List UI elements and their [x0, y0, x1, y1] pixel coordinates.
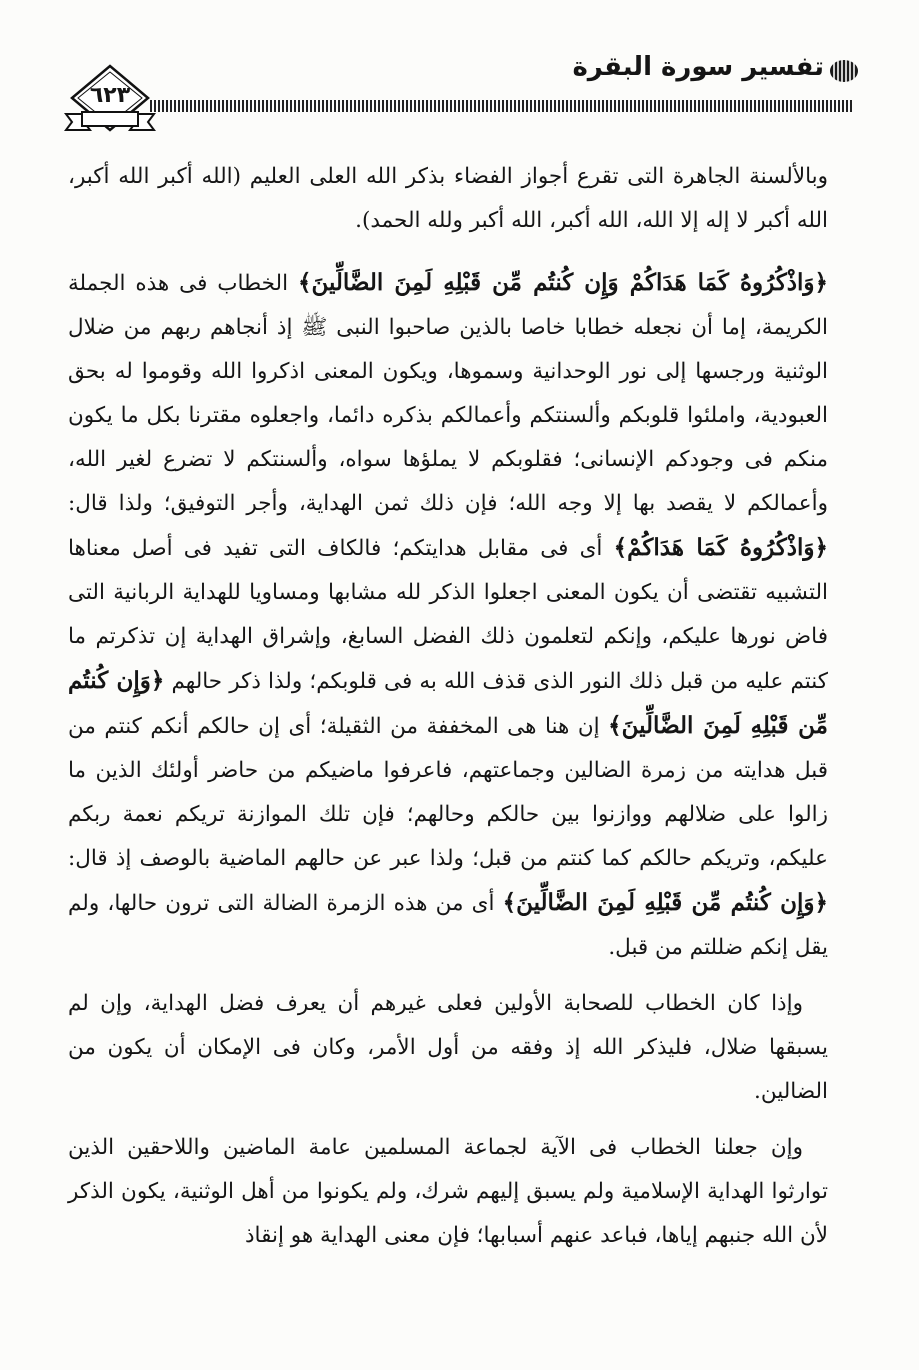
paragraph-4: وإن جعلنا الخطاب فى الآية لجماعة المسلمين عامة الماضين واللاحقين الذين توارثوا الهداية الإسلامية ولم يسبق إليهم شرك، ولم يكونوا من أهل الوثنية، يكون الذكر لأن الله جنبهم إياها، فباعد عنهم أسبابها؛ فإن معنى الهداية هو إنقاذ [68, 1135, 828, 1248]
page-header [0, 0, 919, 150]
paragraph-text: أى فى مقابل هدايتكم؛ فالكاف التى تفيد فى أصل معناها التشبيه تقتضى أن يكون المعنى اجعلوا الذكر لله مشابها ومساويا للهداية الربانية التى فاض نورها عليكم، وإنكم لتعلمون ذلك الفضل السابغ، وإشراق الهداية إن تذكرتم ما كنتم عليه من قبل ذلك النور الذى قذف الله به فى قلوبكم؛ ولذا ذكر حالهم [68, 536, 829, 694]
header-rule [150, 100, 853, 112]
page-body [68, 155, 828, 1258]
quran-verse: ﴿وَاذْكُرُوهُ كَمَا هَدَاكُمْ﴾ [613, 534, 828, 561]
paragraph-2 [68, 261, 828, 970]
flower-ornament-icon [827, 58, 861, 84]
paragraph-3: وإذا كان الخطاب للصحابة الأولين فعلى غيرهم أن يعرف فضل الهداية، وإن لم يسبقها ضلال، فليذكر الله إذ وفقه من أول الأمر، وكان فى الإمكان أن يكون من الضالين. [68, 991, 828, 1104]
quran-verse: ﴿وَاذْكُرُوهُ كَمَا هَدَاكُمْ وَإِن كُنتُم مِّن قَبْلِهِ لَمِنَ الضَّالِّينَ﴾ [297, 269, 828, 296]
quran-verse: ﴿وَإِن كُنتُم مِّن قَبْلِهِ لَمِنَ الضَّالِّينَ﴾ [502, 889, 828, 916]
running-title: تفسير سورة البقرة [572, 52, 824, 82]
paragraph-1: وبالألسنة الجاهرة التى تقرع أجواز الفضاء بذكر الله العلى العليم (الله أكبر الله أكبر، الله أكبر لا إله إلا الله، الله أكبر، الله أكبر ولله الحمد). [68, 164, 828, 233]
paragraph-text: الخطاب فى هذه الجملة الكريمة، إما أن نجعله خطابا خاصا بالذين صاحبوا النبى ﷺ إذ أنجاهم ربهم من ضلال الوثنية ورجسها إلى نور الوحدانية وسموها، ويكون المعنى اذكروا الله وقوموا له بحق العبودية، واملئوا قلوبكم وألسنتكم وأعمالكم بذكره دائما، واجعلوه مقترنا بكل ما يكون منكم فى وجودكم الإنسانى؛ فقلوبكم لا يملؤها سواه، وألسنتكم لا تضرع لغير الله، وأعمالكم لا يقصد بها إلا وجه الله؛ فإن ذلك ثمن الهداية، وأجر التوفيق؛ ولذا قال: [68, 271, 828, 516]
paragraph-text: أى من هذه الزمرة الضالة التى ترون حالها، ولم يقل إنكم ضللتم من قبل. [68, 891, 828, 960]
page-number: ٦٢٣ [89, 83, 131, 108]
quran-verse: ﴿وَإِن كُنتُم مِّن قَبْلِهِ لَمِنَ الضَّالِّينَ﴾ [68, 667, 828, 739]
paragraph-text: إن هنا هى المخففة من الثقيلة؛ أى إن حالكم أنكم كنتم من قبل هدايته من زمرة الضالين وجماعتهم، فاعرفوا ماضيكم من حاضر أولئك الذين ما زالوا على ضلالهم ووازنوا بين حالكم وحالهم؛ فإن تلك الموازنة تريكم نعمة ربكم عليكم، وتريكم حالكم كما كنتم من قبل؛ ولذا عبر عن حالهم الماضية بالوصف إذ قال: [68, 714, 828, 871]
